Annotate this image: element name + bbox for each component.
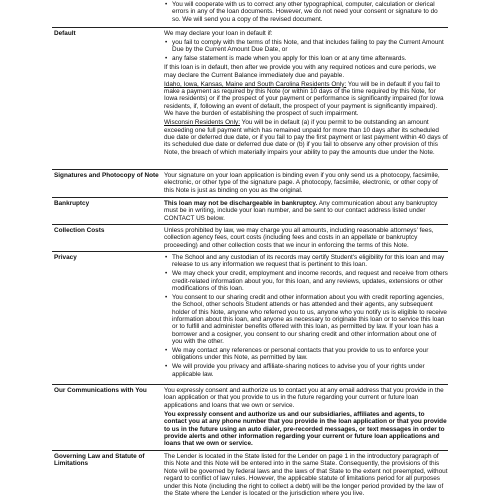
section-continuation-body xyxy=(164,1,448,25)
list-item: • We may contact any references or personal contacts that you provide to us to enforce your obligations under this Note, as permitted by law. xyxy=(164,347,448,362)
section-collection-costs-body xyxy=(164,227,448,251)
section-heading: Bankruptcy xyxy=(54,200,90,207)
bankruptcy-detail: Any communication about any bankruptcy must be in writing, include your loan number, and be sent to our contact address listed under CONTACT US below. xyxy=(164,200,438,222)
list-item: • We will provide you privacy and affiliate-sharing notices to advise you of your rights under applicable law. xyxy=(164,363,448,378)
section-communications xyxy=(52,384,448,449)
bankruptcy-text xyxy=(164,200,448,222)
wisconsin-residents-label: Wisconsin Residents Only: xyxy=(164,119,241,127)
signatures-text: Your signature on your loan application is binding even if you only send us a photocopy, facsimile, electronic, or other type of the signature page. A photocopy, facsimile, electronic, or other copy of this Note is just as binding on you as the original. xyxy=(164,172,440,194)
privacy-bullet-list xyxy=(164,254,448,378)
wisconsin-residents-text: You will be in default (a) if you permit to be outstanding an amount exceeding one full payment which has remained unpaid for more than 10 days after its scheduled due date or deferred due date, or if you fail to pay the first payment or last payment within 40 days of its scheduled due date or deferred due date or (b) if you fail to observe any other provision of this Note, the breach of which materially impairs your ability to pay the amounts due under the Note. xyxy=(164,119,448,156)
default-bullet-list xyxy=(164,39,448,63)
section-privacy xyxy=(52,251,448,383)
section-collection-costs xyxy=(52,224,448,251)
section-heading: Signatures and Photocopy of Note xyxy=(54,172,159,179)
bankruptcy-bold-lead: This loan may not be dischargeable in bankruptcy. xyxy=(164,200,318,207)
section-heading: Collection Costs xyxy=(54,227,105,234)
section-signatures-body xyxy=(164,172,448,196)
list-item: • You consent to our sharing credit and other information about you with credit reporting agencies, the School, other schools Student attends or has attended and their agents, any subsequent holder of this Note, anyone who referred you to us, anyone who you notify us is eligible to receive information about this loan, and anyone as necessary to originate this loan or to service this loan or to fulfill and administer benefits offered with this loan, as permitted by law. If your loan has a borrower and a cosigner, you consent to our sharing credit and other information about one of you with the other. xyxy=(164,294,448,346)
section-heading: Default xyxy=(54,30,76,37)
section-communications-body xyxy=(164,387,448,449)
default-after: If this loan is in default, then after we provide you with any required notices and cure periods, we may declare the Current Balance immediately due and payable. xyxy=(164,64,437,79)
section-bankruptcy xyxy=(52,197,448,223)
section-governing-law xyxy=(52,450,448,500)
section-default xyxy=(52,27,448,168)
list-item: • any false statement is made when you apply for this loan or at any time afterwards. xyxy=(164,55,448,62)
collection-costs-text: Unless prohibited by law, we may charge you all amounts, including reasonable attorneys' fees, collection agency fees, court costs (including fees and costs in an appellate or bankruptcy proceeding) and other collection costs that we incur in enforcing the terms of this Note. xyxy=(164,227,434,249)
list-item: • you fail to comply with the terms of this Note, and that includes failing to pay the Current Amount Due by the Current Amount Due Date, or xyxy=(164,39,448,54)
continuation-bullet-list xyxy=(164,1,448,23)
wisconsin-residents-clause xyxy=(164,119,448,156)
governing-law-text: The Lender is located in the State listed for the Lender on page 1 in the introductory paragraph of this Note and this Note will be entered into in the same State. Consequently, the provisions of this Note will be governed by federal laws and the laws of that State to the extent not preempted, without regard to conflict of law rules. However, the applicable statute of limitations period for all purposes under this Note (including the right to collect a debt) will be the longer period provided by the law of the State where the Lender is located or the jurisdiction where you live. xyxy=(164,453,448,498)
state-residents-label: Idaho, Iowa, Kansas, Maine and South Carolina Residents Only: xyxy=(164,80,347,88)
section-continuation xyxy=(52,0,448,26)
section-heading: Our Communications with You xyxy=(54,387,147,394)
default-intro: We may declare your loan in default if: xyxy=(164,30,273,37)
state-residents-clause xyxy=(164,81,448,118)
list-item: • You will cooperate with us to correct any other typographical, computer, calculation or clerical errors in any of the loan documents. However, we do not need your consent or signature to do so. We will send you a copy of the revised document. xyxy=(164,1,448,23)
state-residents-text: You will be in default if you fail to make a payment as required by this Note (or within 10 days of the time required by this Note, for Iowa residents) or if the prospect of your payment or performance is significantly impaired (for Iowa residents, if, following an event of default, the prospect of your payment is significantly impaired). We have the burden of establishing the prospect of such impairment. xyxy=(164,80,444,118)
section-heading: Privacy xyxy=(54,254,77,261)
communications-email-consent: You expressly consent and authorize us to contact you at any email address that you provide in the loan application or that you provide to us in the future regarding your current or future loan applications and loans that we own or service. xyxy=(164,387,444,409)
section-signatures xyxy=(52,169,448,197)
section-governing-law-body xyxy=(164,453,448,499)
list-item: • We may check your credit, employment and income records, and request and receive from others credit-related information about you, for this loan, and any reviews, updates, extensions or other modifications of this loan. xyxy=(164,270,448,292)
section-default-body xyxy=(164,30,448,158)
section-bankruptcy-body xyxy=(164,200,448,224)
list-item: • The School and any custodian of its records may certify Student's eligibility for this loan and may release to us any information we request that is pertinent to this loan. xyxy=(164,254,448,269)
section-privacy-body xyxy=(164,254,448,380)
section-heading: Governing Law and Statute of Limitations xyxy=(54,453,145,468)
communications-phone-consent: You expressly consent and authorize us and our subsidiaries, affiliates and agents, to contact you at any phone number that you provide in the loan application or that you provide to us in the future using an auto dialer, pre-recorded messages, or text messages in order to provide alerts and other information regarding your current or future loan applications and loans that we own or service. xyxy=(164,410,447,448)
